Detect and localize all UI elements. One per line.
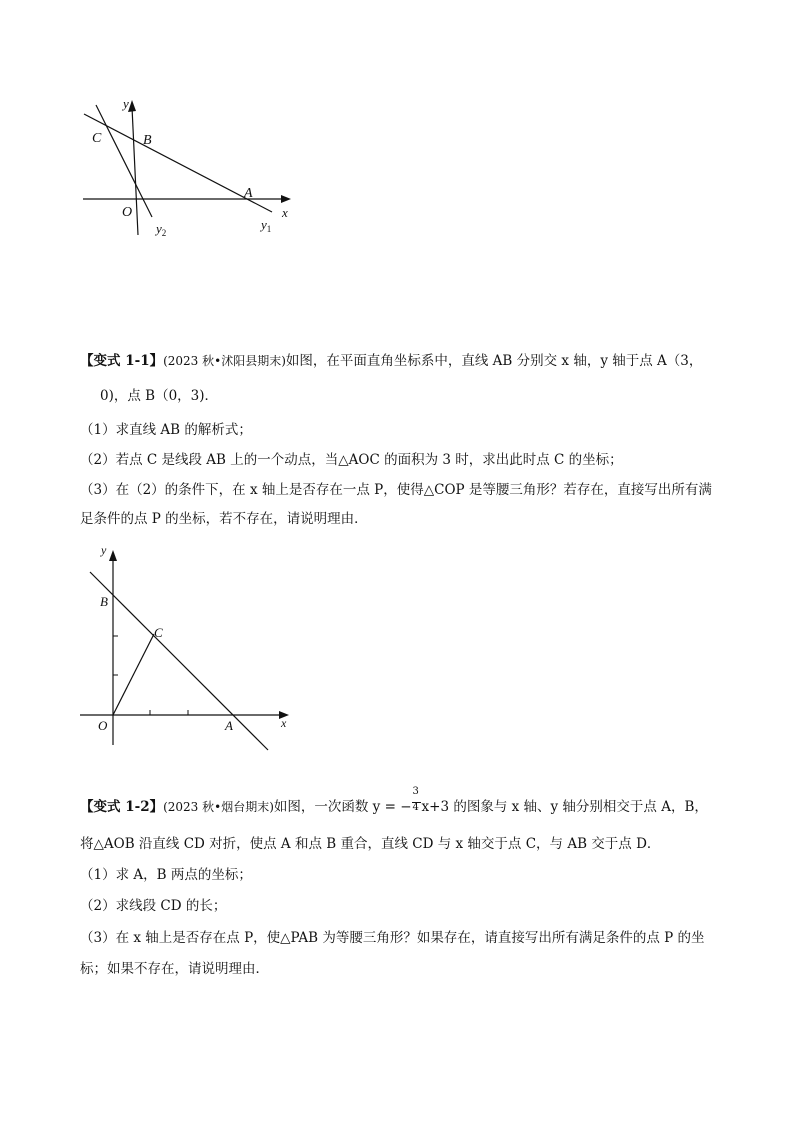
- label-point-c: C: [154, 625, 163, 640]
- label-point-c: C: [92, 131, 102, 146]
- label-point-a: A: [244, 186, 253, 201]
- label-point-b: B: [100, 594, 108, 609]
- problem-1-2-line-2: 将△AOB 沿直线 CD 对折，使点 A 和点 B 重合，直线 CD 与 x 轴交于点 C，与 AB 交于点 D．: [80, 836, 661, 852]
- problem-1-1-question-1: （1）求直线 AB 的解析式；: [80, 422, 252, 438]
- problem-1-2-source: (2023 秋•烟台期末): [163, 800, 274, 814]
- figure-lines-y1-y2: [80, 92, 310, 242]
- label-point-b: B: [143, 133, 152, 148]
- label-origin-o: O: [122, 205, 133, 220]
- label-y-axis: y: [101, 543, 107, 557]
- problem-1-2-line-1: [80, 786, 708, 817]
- label-x-axis: x: [282, 205, 288, 220]
- y-axis: [132, 107, 138, 235]
- problem-1-1-line-1: [80, 351, 702, 371]
- label-x-axis: x: [281, 716, 287, 730]
- problem-1-2-question-1: （1）求 A，B 两点的坐标；: [80, 867, 252, 883]
- figure-triangle-aoc: [78, 540, 303, 755]
- problem-1-2-question-3a: （3）在 x 轴上是否存在点 P，使△PAB 为等腰三角形？如果存在，请直接写出所有满足条件的点 P 的坐: [80, 930, 705, 946]
- label-y1: $y_1$: [261, 217, 272, 234]
- line-y2: [96, 105, 152, 217]
- fraction-numerator: 3: [412, 786, 419, 797]
- problem-1-1-line-2: 0)，点 B（0，3)．: [100, 388, 219, 404]
- problem-1-1-source: (2023 秋•沭阳县期末): [163, 354, 286, 368]
- problem-1-1-question-3a: （3）在（2）的条件下，在 x 轴上是否存在一点 P，使得△COP 是等腰三角形？若存在，直接写出所有满: [80, 482, 712, 498]
- problem-1-1-text-1: 如图，在平面直角坐标系中，直线 AB 分别交 x 轴，y 轴于点 A（3，: [285, 353, 703, 369]
- x-axis-arrow: [281, 195, 291, 203]
- problem-1-1-question-2: （2）若点 C 是线段 AB 上的一个动点，当△AOC 的面积为 3 时，求出此时点 C 的坐标；: [80, 452, 623, 468]
- problem-1-1-question-3b: 足条件的点 P 的坐标，若不存在，请说明理由．: [80, 511, 368, 527]
- problem-1-2-text-1a: 如图，一次函数 y = −: [273, 799, 412, 815]
- problem-1-2-text-1b: x+3 的图象与 x 轴、y 轴分别相交于点 A，B，: [421, 799, 708, 815]
- label-y-axis: y: [123, 96, 129, 111]
- fraction-three-quarters: [412, 786, 422, 817]
- fraction-denominator: 4: [412, 802, 419, 813]
- y-axis-arrow: [128, 100, 136, 112]
- label-origin-o: O: [98, 718, 108, 733]
- problem-1-1-tag: 【变式 1-1】: [80, 353, 164, 369]
- y-axis-arrow: [109, 550, 117, 561]
- line-ab: [90, 572, 268, 750]
- problem-1-2-question-2: （2）求线段 CD 的长；: [80, 898, 227, 914]
- label-point-a: A: [225, 718, 233, 733]
- label-y2: $y_2$: [156, 221, 167, 238]
- problem-1-2-tag: 【变式 1-2】: [80, 799, 164, 815]
- problem-1-2-question-3b: 标；如果不存在，请说明理由．: [80, 961, 269, 977]
- segment-oc: [113, 634, 154, 715]
